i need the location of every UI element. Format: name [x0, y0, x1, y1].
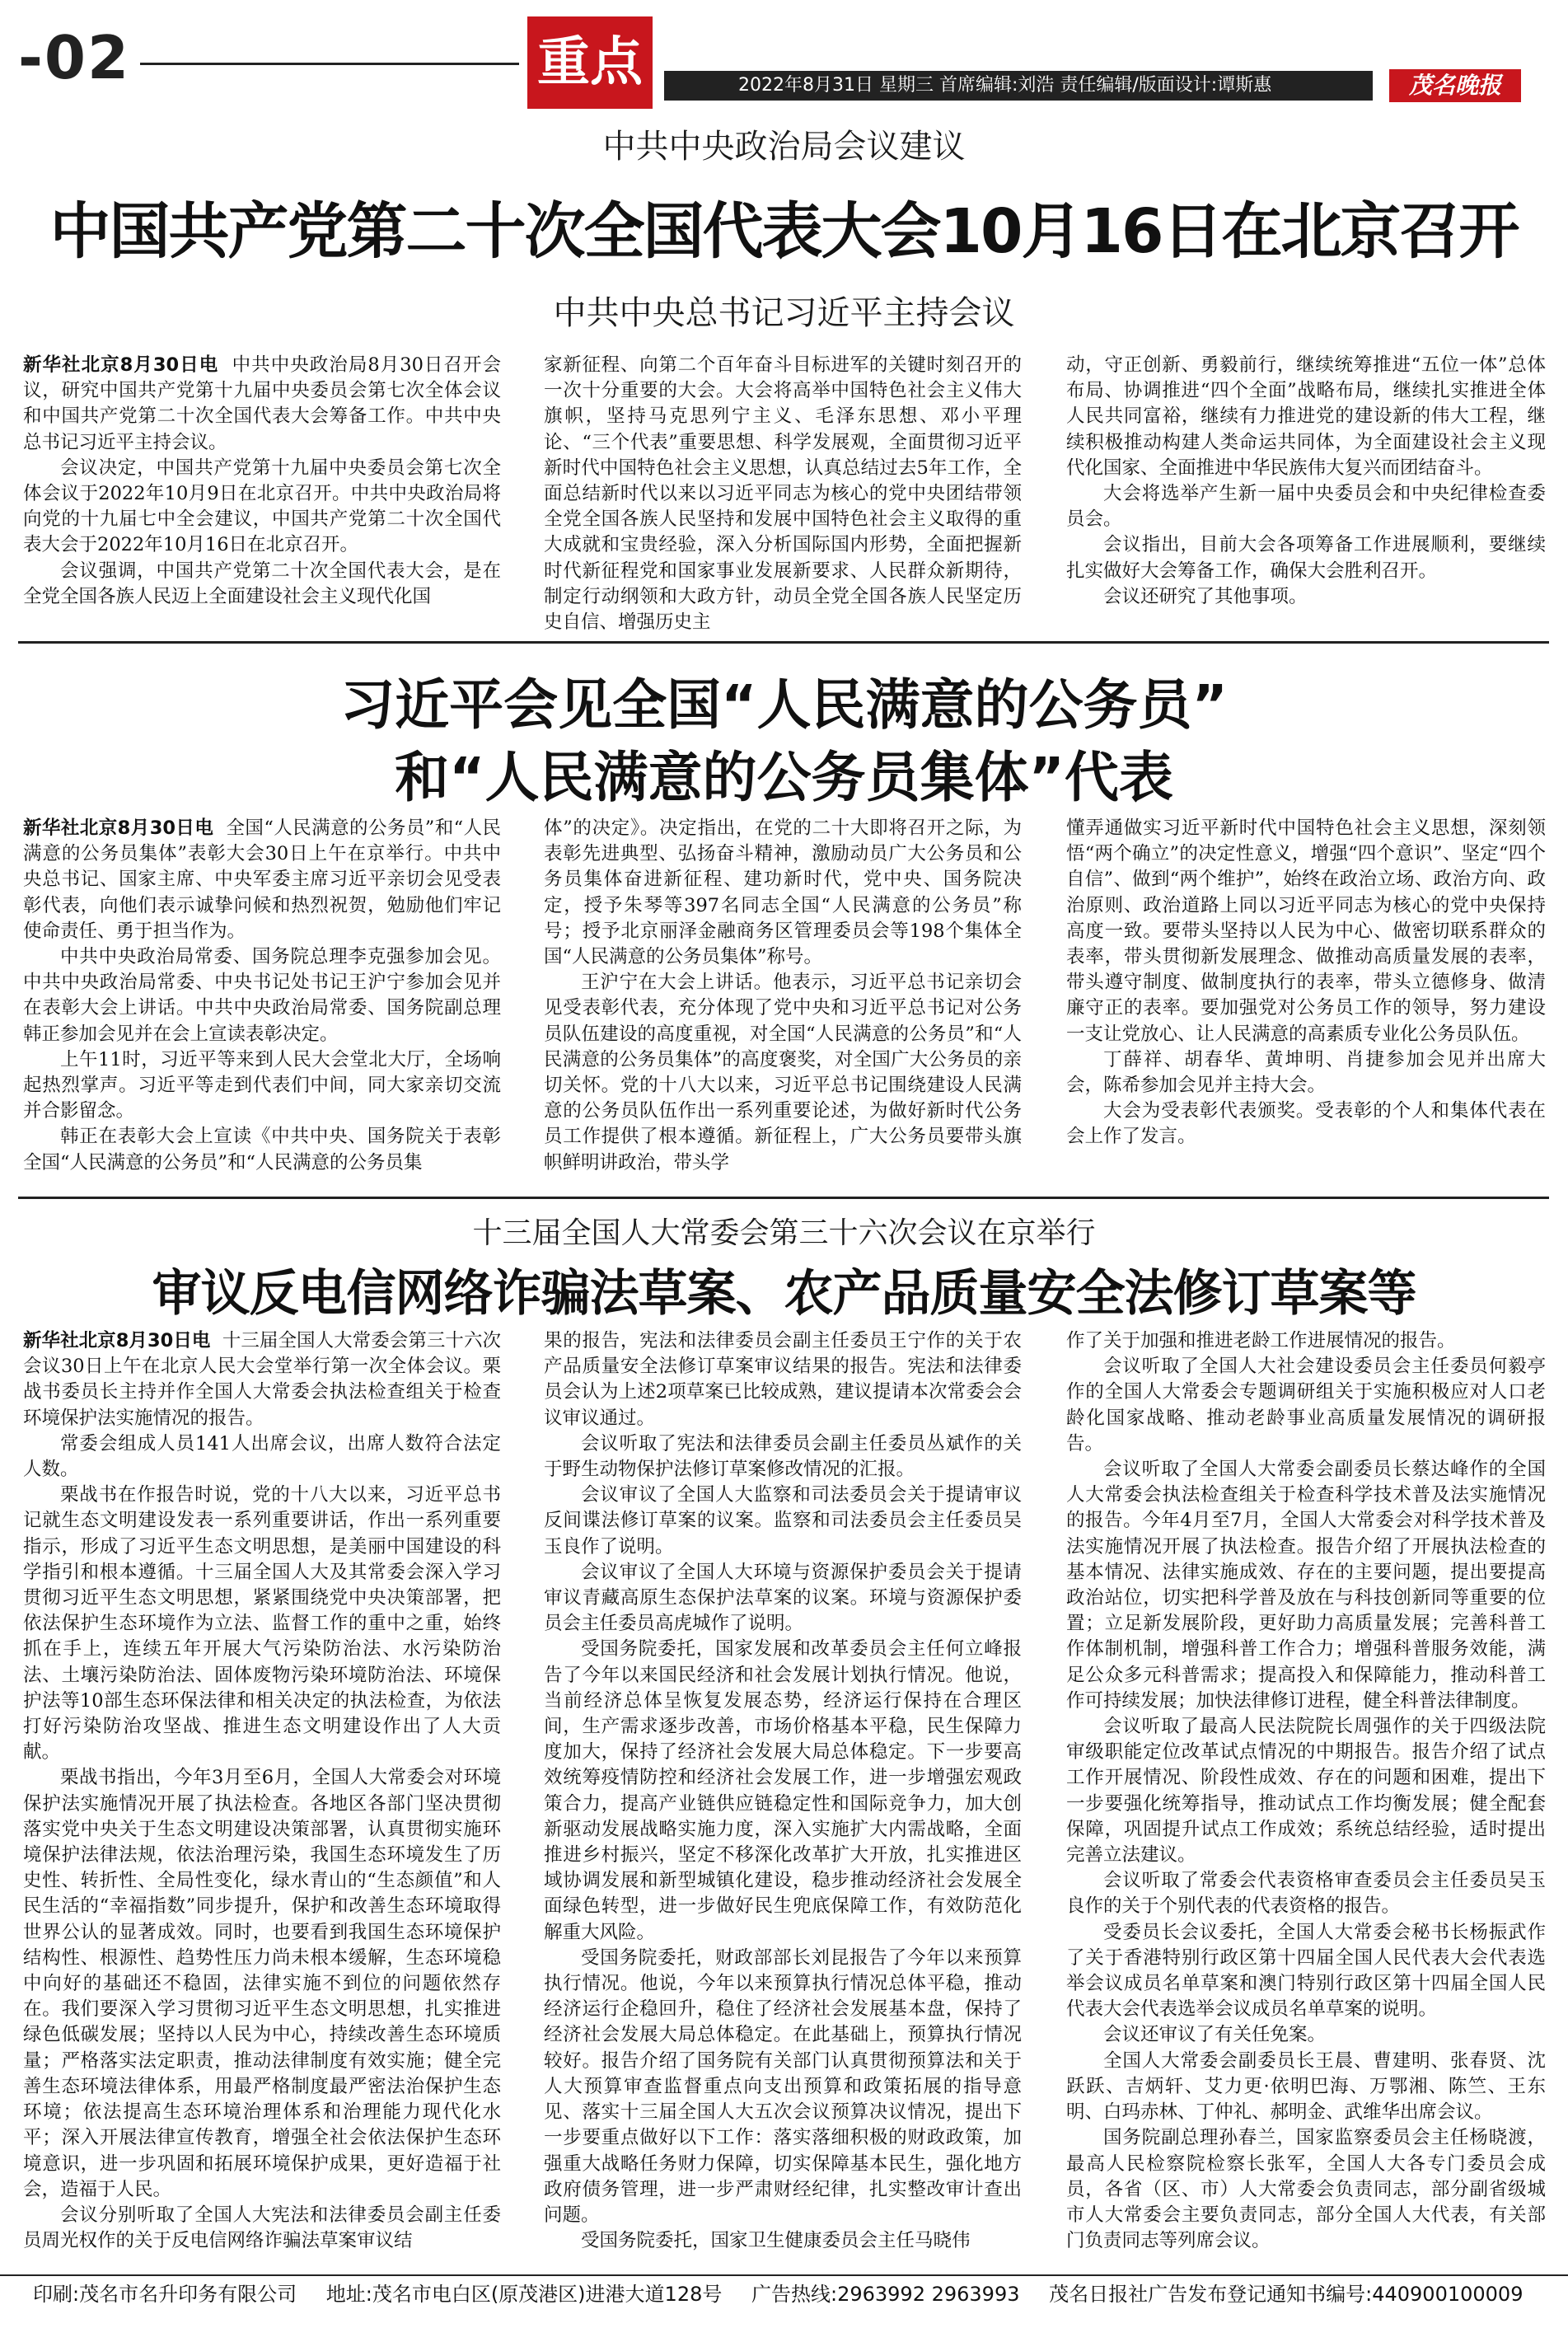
article1-dateline: 新华社北京8月30日电 — [23, 354, 219, 376]
footer-license: 茂名日报社广告发布登记通知书编号:440900100009 — [1049, 2283, 1524, 2306]
article1-paragraph: 动，守正创新、勇毅前行，继续统筹推进“五位一体”总体布局、协调推进“四个全面”战略布局，继续扎实推进全体人民共同富裕，继续有力推进党的建设新的伟大工程，继续积极推动构建人类命运共同体，为全面建设社会主义现代化国家、全面推进中华民族伟大复兴而团结奋斗。 — [1066, 354, 1546, 479]
article3-paragraph: 会议听取了全国人大常委会副委员长蔡达峰作的全国人大常委会执法检查组关于检查科学技术普及法实施情况的报告。今年4月至7月，全国人大常委会对科学技术普及法实施情况开展了执法检查。报告介绍了开展执法检查的基本情况、法律实施成效、存在的主要问题，提出要提高政治站位，切实把科学普及放在与科技创新同等重要的位置；立足新发展阶段，更好助力高质量发展；完善科普工作体制机制，增强科普工作合力；增强科普服务效能，满足公众多元科普需求；提高投入和保障能力，推动科普工作可持续发展；加快法律修订进程，健全科普法律制度。 — [1066, 1459, 1546, 1712]
article3-paragraph: 新华社北京8月30日电 十三届全国人大常委会第三十六次会议30日上午在北京人民大会堂举行第一次全体会议。栗战书委员长主持并作全国人大常委会执法检查组关于检查环境保护法实施情况的报告。 — [23, 1330, 501, 1429]
article1-column-3 — [1066, 353, 1546, 610]
article3-paragraph: 全国人大常委会副委员长王晨、曹建明、张春贤、沈跃跃、吉炳轩、艾力更·依明巴海、万鄂湘、陈竺、王东明、白玛赤林、丁仲礼、郝明金、武维华出席会议。 — [1066, 2049, 1546, 2124]
header-rule — [140, 63, 519, 65]
article3-paragraph: 受国务院委托，国家发展和改革委员会主任何立峰报告了今年以来国民经济和社会发展计划执行情况。他说，当前经济总体呈恢复发展态势，经济运行保持在合理区间，生产需求逐步改善，市场价格基本平稳，民生保障力度加大，保持了经济社会发展大局总体稳定。下一步要高效统筹疫情防控和经济社会发展工作，进一步增强宏观政策合力，提高产业链供应链稳定性和国际竞争力，加大创新驱动发展战略实施力度，深入实施扩大内需战略，全面推进乡村振兴，坚定不移深化改革扩大开放，扎实推进区域协调发展和新型城镇化建设，稳步推动经济社会发展全面绿色转型，进一步做好民生兜底保障工作，有效防范化解重大风险。 — [544, 1638, 1022, 1943]
page-footer — [0, 2274, 1568, 2311]
article1-subhead: 中共中央总书记习近平主持会议 — [553, 294, 1015, 332]
article1-paragraph: 会议决定，中国共产党第十九届中央委员会第七次全体会议于2022年10月9日在北京召开。中共中央政治局将向党的十九届七中全会建议，中国共产党第二十次全国代表大会于2022年10月16日在北京召开。 — [23, 457, 501, 556]
article1-paragraph: 新华社北京8月30日电 中共中央政治局8月30日召开会议，研究中国共产党第十九届中央委员会第七次全体会议和中国共产党第二十次全国代表大会筹备工作。中共中央总书记习近平主持会议。 — [23, 354, 502, 453]
article3-paragraph: 常委会组成人员141人出席会议，出席人数符合法定人数。 — [23, 1432, 501, 1481]
article3-kicker: 十三届全国人大常委会第三十六次会议在京举行 — [472, 1216, 1096, 1250]
article2-paragraph: 体”的决定》。决定指出，在党的二十大即将召开之际，为表彰先进典型、弘扬奋斗精神，激励动员广大公务员和公务员集体奋进新征程、建功新时代，党中央、国务院决定，授予朱琴等397名同志全国“人民满意的公务员”称号；授予北京丽泽金融商务区管理委员会等198个集体全国“人民满意的公务员集体”称号。 — [544, 817, 1022, 968]
article3-paragraph: 国务院副总理孙春兰，国家监察委员会主任杨晓渡，最高人民检察院检察长张军，全国人大各专门委员会成员，各省（区、市）人大常委会负责同志，部分副省级城市人大常委会主要负责同志，部分全国人大代表，有关部门负责同志等列席会议。 — [1066, 2127, 1546, 2252]
article3-paragraph: 会议还审议了有关任免案。 — [1103, 2024, 1327, 2046]
article2-column-2 — [544, 816, 1022, 1176]
article3-paragraph: 受国务院委托，财政部部长刘昆报告了今年以来预算执行情况。他说，今年以来预算执行情况总体平稳，推动经济运行企稳回升，稳住了经济社会发展基本盘，保持了经济社会发展大局总体稳定。在此基础上，预算执行情况较好。报告介绍了国务院有关部门认真贯彻预算法和关于人大预算审查监督重点向支出预算和政策拓展的指导意见、落实十三届全国人大五次会议预算决议情况，提出下一步要重点做好以下工作：落实落细积极的财政政策，加强重大战略任务财力保障，切实保障基本民生，强化地方政府债务管理，进一步严肃财经纪律，扎实整改审计查出问题。 — [544, 1946, 1022, 2226]
article3-paragraph: 会议听取了全国人大社会建设委员会主任委员何毅亭作的全国人大常委会专题调研组关于实施积极应对人口老龄化国家战略、推动老龄事业高质量发展情况的调研报告。 — [1066, 1356, 1546, 1454]
article2-paragraph: 丁薛祥、胡春华、黄坤明、肖捷参加会见并出席大会，陈希参加会见并主持大会。 — [1066, 1048, 1546, 1097]
article3-paragraph: 受委员长会议委托，全国人大常委会秘书长杨振武作了关于香港特别行政区第十四届全国人民代表大会代表选举会议成员名单草案和澳门特别行政区第十四届全国人民代表大会代表选举会议成员名单草案的说明。 — [1066, 1921, 1546, 2021]
footer-ad-hotline: 广告热线:2963992 2963993 — [751, 2283, 1020, 2306]
article3-dateline: 新华社北京8月30日电 — [23, 1330, 211, 1351]
article3-paragraph: 果的报告，宪法和法律委员会副主任委员王宁作的关于农产品质量安全法修订草案审议结果的报告。宪法和法律委员会认为上述2项草案已比较成熟，建议提请本次常委会会议审议通过。 — [544, 1330, 1022, 1429]
footer-printer: 印刷:茂名市名升印务有限公司 — [33, 2283, 297, 2306]
article3-paragraph: 会议听取了常委会代表资格审查委员会主任委员吴玉良作的关于个别代表的代表资格的报告。 — [1066, 1870, 1546, 1918]
article2-column-3 — [1066, 816, 1546, 1150]
article1-paragraph: 会议指出，目前大会各项筹备工作进展顺利，要继续扎实做好大会筹备工作，确保大会胜利召开。 — [1066, 534, 1546, 582]
article1-paragraph: 家新征程、向第二个百年奋斗目标进军的关键时刻召开的一次十分重要的大会。大会将高举中国特色社会主义伟大旗帜，坚持马克思列宁主义、毛泽东思想、邓小平理论、“三个代表”重要思想、科学发展观，全面贯彻习近平新时代中国特色社会主义思想，认真总结过去5年工作，全面总结新时代以来以习近平同志为核心的党中央团结带领全党全国各族人民坚持和发展中国特色社会主义取得的重大成就和宝贵经验，深入分析国际国内形势，全面把握新时代新征程党和国家事业发展新要求、人民群众新期待，制定行动纲领和大政方针，动员全党全国各族人民坚定历史自信、增强历史主 — [544, 354, 1022, 634]
article3-paragraph: 受国务院委托，国家卫生健康委员会主任马晓伟 — [581, 2230, 971, 2252]
footer-address: 地址:茂名市电白区(原茂港区)进港大道128号 — [325, 2283, 723, 2306]
article2-paragraph: 大会为受表彰代表颁奖。受表彰的个人和集体代表在会上作了发言。 — [1066, 1100, 1546, 1148]
article3-headline: 审议反电信网络诈骗法草案、农产品质量安全法修订草案等 — [152, 1265, 1416, 1323]
article1-column-2 — [544, 353, 1022, 635]
section-divider — [18, 1197, 1549, 1199]
article1-headline: 中国共产党第二十次全国代表大会10月16日在北京召开 — [49, 196, 1519, 267]
article3-column-1 — [23, 1328, 501, 2254]
article3-paragraph: 会议审议了全国人大监察和司法委员会关于提请审议反间谍法修订草案的议案。监察和司法委员会主任委员吴玉良作了说明。 — [544, 1484, 1022, 1557]
article2-headline-line2: 和“人民满意的公务员集体”代表 — [395, 746, 1173, 809]
page-number: -02 — [18, 23, 131, 92]
article2-column-1 — [23, 816, 501, 1176]
article2-paragraph: 中共中央政治局常委、国务院总理李克强参加会见。中共中央政治局常委、中央书记处书记王沪宁参加会见并在表彰大会上讲话。中共中央政治局常委、国务院副总理韩正参加会见并在会上宣读表彰决定。 — [23, 946, 501, 1045]
article1-column-1 — [23, 353, 501, 610]
article1-paragraph: 会议强调，中国共产党第二十次全国代表大会，是在全党全国各族人民迈上全面建设社会主义现代化国 — [23, 560, 501, 607]
article1-kicker: 中共中央政治局会议建议 — [602, 128, 966, 166]
article3-paragraph: 栗战书指出，今年3月至6月，全国人大常委会对环境保护法实施情况开展了执法检查。各地区各部门坚决贯彻落实党中央关于生态文明建设决策部署，认真贯彻实施环境保护法律法规，依法治理污染，我国生态环境发生了历史性、转折性、全局性变化，绿水青山的“生态颜值”和人民生活的“幸福指数”同步提升，保护和改善生态环境取得世界公认的显著成效。同时，也要看到我国生态环境保护结构性、根源性、趋势性压力尚未根本缓解，生态环境稳中向好的基础还不稳固，法律实施不到位的问题依然存在。我们要深入学习贯彻习近平生态文明思想，扎实推进绿色低碳发展；坚持以人民为中心，持续改善生态环境质量；严格落实法定职责，推动法律制度有效实施；健全完善生态环境法律体系，用最严格制度最严密法治保护生态环境；依法提高生态环境治理体系和治理能力现代化水平；深入开展法律宣传教育，增强全社会依法保护生态环境意识，进一步巩固和拓展环境保护成果，更好造福于社会，造福于人民。 — [23, 1767, 501, 2200]
article2-paragraph: 上午11时，习近平等来到人民大会堂北大厅，全场响起热烈掌声。习近平等走到代表们中间，同大家亲切交流并合影留念。 — [23, 1048, 501, 1122]
article2-dateline: 新华社北京8月30日电 — [23, 817, 214, 839]
article3-column-2 — [544, 1328, 1022, 2254]
section-divider — [18, 641, 1549, 644]
newspaper-masthead-logo: 茂名晚报 — [1389, 69, 1521, 102]
article2-paragraph: 新华社北京8月30日电 全国“人民满意的公务员”和“人民满意的公务员集体”表彰大会30日上午在京举行。中共中央总书记、国家主席、中央军委主席习近平亲切会见受表彰代表，向他们表示诚挚问候和热烈祝贺，勉励他们牢记使命责任、勇于担当作为。 — [23, 817, 501, 942]
article2-paragraph: 韩正在表彰大会上宣读《中共中央、国务院关于表彰全国“人民满意的公务员”和“人民满意的公务员集 — [23, 1126, 501, 1173]
article3-paragraph: 会议听取了最高人民法院院长周强作的关于四级法院审级职能定位改革试点情况的中期报告。报告介绍了试点工作开展情况、阶段性成效、存在的问题和困难，提出下一步要强化统筹指导，推动试点工作均衡发展；健全配套保障，巩固提升试点工作成效；系统总结经验，适时提出完善立法建议。 — [1066, 1716, 1546, 1867]
article3-paragraph: 会议审议了全国人大环境与资源保护委员会关于提请审议青藏高原生态保护法草案的议案。环境与资源保护委员会主任委员高虎城作了说明。 — [544, 1561, 1022, 1635]
issue-info-bar: 2022年8月31日 星期三 首席编辑:刘浩 责任编辑/版面设计:谭斯惠 — [664, 71, 1373, 101]
article2-headline-line1: 习近平会见全国“人民满意的公务员” — [340, 673, 1228, 737]
article3-paragraph: 作了关于加强和推进老龄工作进展情况的报告。 — [1066, 1330, 1456, 1351]
article3-paragraph: 会议听取了宪法和法律委员会副主任委员丛斌作的关于野生动物保护法修订草案修改情况的汇报。 — [544, 1432, 1022, 1481]
article2-paragraph: 王沪宁在大会上讲话。他表示，习近平总书记亲切会见受表彰代表，充分体现了党中央和习近平总书记对公务员队伍建设的高度重视，对全国“人民满意的公务员”和“人民满意的公务员集体”的高度褒奖，对全国广大公务员的亲切关怀。党的十八大以来，习近平总书记围绕建设人民满意的公务员队伍作出一系列重要论述，为做好新时代公务员工作提供了根本遵循。新征程上，广大公务员要带头旗帜鲜明讲政治，带头学 — [544, 972, 1022, 1173]
article1-paragraph: 大会将选举产生新一届中央委员会和中央纪律检查委员会。 — [1066, 483, 1546, 531]
section-label: 重点 — [527, 16, 653, 109]
article2-paragraph: 懂弄通做实习近平新时代中国特色社会主义思想，深刻领悟“两个确立”的决定性意义，增强“四个意识”、坚定“四个自信”、做到“两个维护”，始终在政治立场、政治方向、政治原则、政治道路上同以习近平同志为核心的党中央保持高度一致。要带头坚持以人民为中心、做密切联系群众的表率，带头贯彻新发展理念、做推动高质量发展的表率，带头遵守制度、做制度执行的表率，带头立德修身、做清廉守正的表率。要加强党对公务员工作的领导，努力建设一支让党放心、让人民满意的高素质专业化公务员队伍。 — [1066, 817, 1546, 1045]
article3-paragraph: 会议分别听取了全国人大宪法和法律委员会副主任委员周光权作的关于反电信网络诈骗法草案审议结 — [23, 2204, 501, 2252]
article3-paragraph: 栗战书在作报告时说，党的十八大以来，习近平总书记就生态文明建设发表一系列重要讲话，作出一系列重要指示，形成了习近平生态文明思想，是美丽中国建设的科学指引和根本遵循。十三届全国人大及其常委会深入学习贯彻习近平生态文明思想，紧紧围绕党中央决策部署，把依法保护生态环境作为立法、监督工作的重中之重，始终抓在手上，连续五年开展大气污染防治法、水污染防治法、土壤污染防治法、固体废物污染环境防治法、环境保护法等10部生态环保法律和相关决定的执法检查，为依法打好污染防治攻坚战、推进生态文明建设作出了人大贡献。 — [23, 1484, 501, 1764]
article1-paragraph: 会议还研究了其他事项。 — [1103, 585, 1308, 607]
article3-column-3 — [1066, 1328, 1546, 2254]
